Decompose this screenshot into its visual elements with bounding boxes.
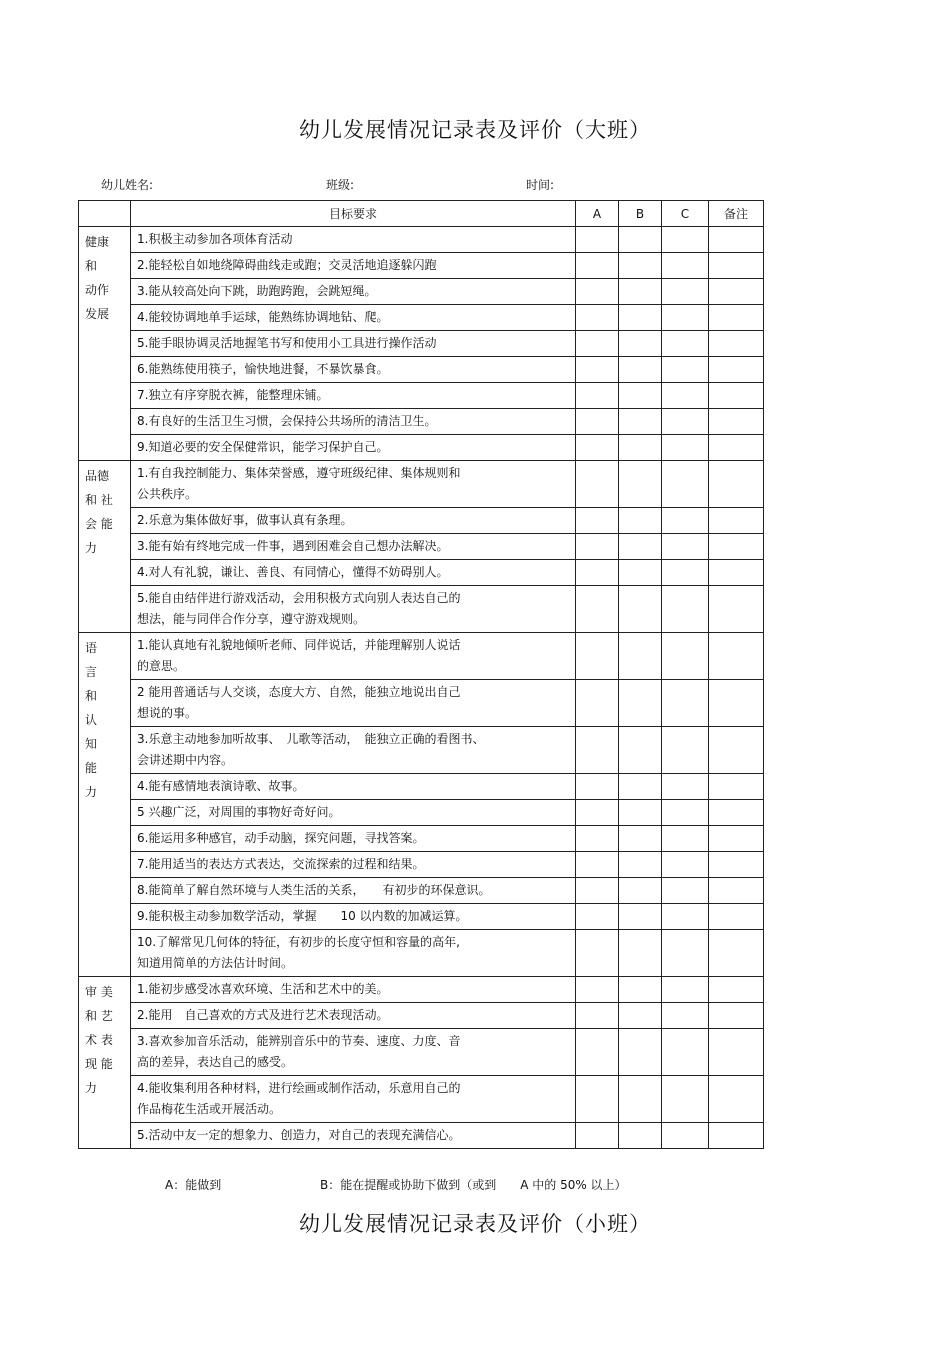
goal-item: 4.能收集利用各种材料，进行绘画或制作活动，乐意用自己的 作品梅花生活或开展活动。 xyxy=(131,1076,576,1123)
category-cell: 语 言 和 认 知 能 力 xyxy=(79,633,131,977)
grade-a-cell[interactable] xyxy=(576,305,619,331)
grade-a-cell[interactable] xyxy=(576,852,619,878)
note-cell[interactable] xyxy=(709,878,764,904)
time-label: 时间: xyxy=(526,178,555,192)
child-name-label: 幼儿姓名: xyxy=(101,178,154,192)
grade-b-cell[interactable] xyxy=(619,227,662,253)
goal-item: 5 兴趣广泛，对周围的事物好奇好问。 xyxy=(131,800,576,826)
table-body xyxy=(79,227,764,1149)
note-cell[interactable] xyxy=(709,227,764,253)
grade-b-cell[interactable] xyxy=(619,852,662,878)
grade-a-cell[interactable] xyxy=(576,279,619,305)
goal-item: 9.知道必要的安全保健常识，能学习保护自己。 xyxy=(131,435,576,461)
table-row xyxy=(79,774,764,800)
grade-c-cell[interactable] xyxy=(662,560,709,586)
grade-a-cell[interactable] xyxy=(576,680,619,727)
grade-c-cell[interactable] xyxy=(662,826,709,852)
note-cell[interactable] xyxy=(709,904,764,930)
grade-c-cell[interactable] xyxy=(662,508,709,534)
grade-b-cell[interactable] xyxy=(619,1029,662,1076)
goal-item: 2.能用 自己喜欢的方式及进行艺术表现活动。 xyxy=(131,1003,576,1029)
grade-b-cell[interactable] xyxy=(619,279,662,305)
table-row xyxy=(79,1123,764,1149)
grade-c-cell[interactable] xyxy=(662,930,709,977)
goal-item: 1.能初步感受冰喜欢环境、生活和艺术中的美。 xyxy=(131,977,576,1003)
note-cell[interactable] xyxy=(709,534,764,560)
header-c: C xyxy=(662,201,709,227)
table-row xyxy=(79,930,764,977)
header-b: B xyxy=(619,201,662,227)
note-cell[interactable] xyxy=(709,331,764,357)
grade-c-cell[interactable] xyxy=(662,727,709,774)
table-row xyxy=(79,508,764,534)
note-cell[interactable] xyxy=(709,279,764,305)
grade-b-cell[interactable] xyxy=(619,1003,662,1029)
grade-c-cell[interactable] xyxy=(662,1076,709,1123)
table-row xyxy=(79,586,764,633)
table-row xyxy=(79,633,764,680)
grade-a-cell[interactable] xyxy=(576,633,619,680)
grade-b-cell[interactable] xyxy=(619,774,662,800)
goal-item: 1.能认真地有礼貌地倾听老师、同伴说话，并能理解别人说话 的意思。 xyxy=(131,633,576,680)
grade-c-cell[interactable] xyxy=(662,227,709,253)
grade-c-cell[interactable] xyxy=(662,852,709,878)
grade-c-cell[interactable] xyxy=(662,1123,709,1149)
grade-c-cell[interactable] xyxy=(662,409,709,435)
table-row xyxy=(79,227,764,253)
grade-c-cell[interactable] xyxy=(662,680,709,727)
grade-a-cell[interactable] xyxy=(576,253,619,279)
goal-item: 4.能较协调地单手运球，能熟练协调地钻、爬。 xyxy=(131,305,576,331)
grade-b-cell[interactable] xyxy=(619,560,662,586)
grade-b-cell[interactable] xyxy=(619,930,662,977)
note-cell[interactable] xyxy=(709,680,764,727)
grade-b-cell[interactable] xyxy=(619,1123,662,1149)
grade-a-cell[interactable] xyxy=(576,560,619,586)
note-cell[interactable] xyxy=(709,586,764,633)
grade-b-cell[interactable] xyxy=(619,633,662,680)
table-row xyxy=(79,331,764,357)
note-cell[interactable] xyxy=(709,461,764,508)
grade-c-cell[interactable] xyxy=(662,800,709,826)
grade-c-cell[interactable] xyxy=(662,357,709,383)
grade-b-cell[interactable] xyxy=(619,800,662,826)
grade-b-cell[interactable] xyxy=(619,331,662,357)
grade-c-cell[interactable] xyxy=(662,279,709,305)
goal-item: 1.有自我控制能力、集体荣誉感，遵守班级纪律、集体规则和 公共秩序。 xyxy=(131,461,576,508)
note-cell[interactable] xyxy=(709,409,764,435)
grade-b-cell[interactable] xyxy=(619,680,662,727)
grade-a-cell[interactable] xyxy=(576,227,619,253)
grade-a-cell[interactable] xyxy=(576,534,619,560)
grade-c-cell[interactable] xyxy=(662,534,709,560)
table-row xyxy=(79,904,764,930)
grade-a-cell[interactable] xyxy=(576,383,619,409)
note-cell[interactable] xyxy=(709,1029,764,1076)
grade-b-cell[interactable] xyxy=(619,1076,662,1123)
grade-c-cell[interactable] xyxy=(662,1029,709,1076)
page-title: 幼儿发展情况记录表及评价（大班） xyxy=(299,118,651,142)
grade-c-cell[interactable] xyxy=(662,383,709,409)
table-row xyxy=(79,279,764,305)
category-cell: 健康 和 动作 发展 xyxy=(79,227,131,461)
note-cell[interactable] xyxy=(709,1076,764,1123)
goal-item: 7.能用适当的表达方式表达，交流探索的过程和结果。 xyxy=(131,852,576,878)
grade-b-cell[interactable] xyxy=(619,586,662,633)
grade-a-cell[interactable] xyxy=(576,977,619,1003)
grade-b-cell[interactable] xyxy=(619,409,662,435)
note-cell[interactable] xyxy=(709,800,764,826)
table-row xyxy=(79,357,764,383)
grade-b-cell[interactable] xyxy=(619,461,662,508)
grade-a-cell[interactable] xyxy=(576,878,619,904)
grade-a-cell[interactable] xyxy=(576,331,619,357)
goal-item: 8.有良好的生活卫生习惯，会保持公共场所的清洁卫生。 xyxy=(131,409,576,435)
table-row xyxy=(79,253,764,279)
grade-c-cell[interactable] xyxy=(662,461,709,508)
grade-a-cell[interactable] xyxy=(576,435,619,461)
table-row xyxy=(79,305,764,331)
evaluation-table xyxy=(78,200,764,1149)
header-goal: 目标要求 xyxy=(131,201,576,227)
grade-c-cell[interactable] xyxy=(662,331,709,357)
goal-item: 3.能从较高处向下跳，助跑跨跑，会跳短绳。 xyxy=(131,279,576,305)
header-note: 备注 xyxy=(709,201,764,227)
grade-a-cell[interactable] xyxy=(576,930,619,977)
note-cell[interactable] xyxy=(709,977,764,1003)
goal-item: 9.能积极主动参加数学活动，掌握 10 以内数的加减运算。 xyxy=(131,904,576,930)
grade-c-cell[interactable] xyxy=(662,633,709,680)
grade-a-cell[interactable] xyxy=(576,1123,619,1149)
next-page-title: 幼儿发展情况记录表及评价（小班） xyxy=(299,1212,651,1236)
table-row xyxy=(79,800,764,826)
table-row xyxy=(79,1003,764,1029)
note-cell[interactable] xyxy=(709,435,764,461)
table-row xyxy=(79,435,764,461)
note-cell[interactable] xyxy=(709,305,764,331)
table-row xyxy=(79,1076,764,1123)
goal-item: 4.能有感情地表演诗歌、故事。 xyxy=(131,774,576,800)
goal-item: 2.能轻松自如地绕障碍曲线走或跑；交灵活地追逐躲闪跑 xyxy=(131,253,576,279)
grade-c-cell[interactable] xyxy=(662,774,709,800)
category-cell: 品德 和 社 会 能 力 xyxy=(79,461,131,633)
note-cell[interactable] xyxy=(709,727,764,774)
table-row xyxy=(79,383,764,409)
grade-b-cell[interactable] xyxy=(619,727,662,774)
legend-b: B：能在提醒或协助下做到（或到 A 中的 50% 以上） xyxy=(320,1178,627,1192)
note-cell[interactable] xyxy=(709,774,764,800)
note-cell[interactable] xyxy=(709,852,764,878)
goal-item: 7.独立有序穿脱衣裤，能整理床铺。 xyxy=(131,383,576,409)
grade-c-cell[interactable] xyxy=(662,435,709,461)
grade-b-cell[interactable] xyxy=(619,904,662,930)
grade-a-cell[interactable] xyxy=(576,409,619,435)
grade-b-cell[interactable] xyxy=(619,357,662,383)
table-row xyxy=(79,534,764,560)
legend-a: A：能做到 xyxy=(165,1178,222,1192)
grade-a-cell[interactable] xyxy=(576,1076,619,1123)
note-cell[interactable] xyxy=(709,253,764,279)
grade-c-cell[interactable] xyxy=(662,305,709,331)
table-row xyxy=(79,977,764,1003)
table-header-row xyxy=(79,201,764,227)
grade-b-cell[interactable] xyxy=(619,826,662,852)
grade-b-cell[interactable] xyxy=(619,878,662,904)
goal-item: 5.活动中友一定的想象力、创造力，对自己的表现充满信心。 xyxy=(131,1123,576,1149)
goal-item: 6.能运用多种感官，动手动脑，探究问题，寻找答案。 xyxy=(131,826,576,852)
table-row xyxy=(79,878,764,904)
goal-item: 5.能自由结伴进行游戏活动，会用积极方式向别人表达自己的 想法，能与同伴合作分享，遵守游戏规则。 xyxy=(131,586,576,633)
goal-item: 3.能有始有终地完成一件事，遇到困难会自己想办法解决。 xyxy=(131,534,576,560)
note-cell[interactable] xyxy=(709,1123,764,1149)
goal-item: 4.对人有礼貌，谦让、善良、有同情心，懂得不妨碍别人。 xyxy=(131,560,576,586)
goal-item: 1.积极主动参加各项体育活动 xyxy=(131,227,576,253)
grade-a-cell[interactable] xyxy=(576,1003,619,1029)
note-cell[interactable] xyxy=(709,633,764,680)
note-cell[interactable] xyxy=(709,560,764,586)
grade-b-cell[interactable] xyxy=(619,534,662,560)
grade-a-cell[interactable] xyxy=(576,727,619,774)
table-row xyxy=(79,461,764,508)
table-row xyxy=(79,680,764,727)
grade-b-cell[interactable] xyxy=(619,508,662,534)
grade-b-cell[interactable] xyxy=(619,305,662,331)
grade-a-cell[interactable] xyxy=(576,357,619,383)
goal-item: 2.乐意为集体做好事，做事认真有条理。 xyxy=(131,508,576,534)
grade-b-cell[interactable] xyxy=(619,435,662,461)
grade-a-cell[interactable] xyxy=(576,508,619,534)
grade-c-cell[interactable] xyxy=(662,977,709,1003)
header-blank xyxy=(79,201,131,227)
note-cell[interactable] xyxy=(709,930,764,977)
header-a: A xyxy=(576,201,619,227)
goal-item: 6.能熟练使用筷子，愉快地进餐，不暴饮暴食。 xyxy=(131,357,576,383)
note-cell[interactable] xyxy=(709,826,764,852)
table-row xyxy=(79,852,764,878)
grade-c-cell[interactable] xyxy=(662,586,709,633)
note-cell[interactable] xyxy=(709,1003,764,1029)
grade-b-cell[interactable] xyxy=(619,977,662,1003)
grade-a-cell[interactable] xyxy=(576,826,619,852)
grade-c-cell[interactable] xyxy=(662,878,709,904)
note-cell[interactable] xyxy=(709,357,764,383)
note-cell[interactable] xyxy=(709,383,764,409)
goal-item: 10.了解常见几何体的特征，有初步的长度守恒和容量的高年, 知道用简单的方法估计时间。 xyxy=(131,930,576,977)
grade-c-cell[interactable] xyxy=(662,904,709,930)
category-cell: 审 美 和 艺 术 表 现 能 力 xyxy=(79,977,131,1149)
grade-b-cell[interactable] xyxy=(619,383,662,409)
grade-b-cell[interactable] xyxy=(619,253,662,279)
class-label: 班级: xyxy=(326,178,355,192)
grade-a-cell[interactable] xyxy=(576,461,619,508)
goal-item: 5.能手眼协调灵活地握笔书写和使用小工具进行操作活动 xyxy=(131,331,576,357)
grade-c-cell[interactable] xyxy=(662,253,709,279)
grade-a-cell[interactable] xyxy=(576,904,619,930)
table-row xyxy=(79,1029,764,1076)
grade-a-cell[interactable] xyxy=(576,800,619,826)
note-cell[interactable] xyxy=(709,508,764,534)
goal-item: 8.能简单了解自然环境与人类生活的关系， 有初步的环保意识。 xyxy=(131,878,576,904)
grade-a-cell[interactable] xyxy=(576,586,619,633)
goal-item: 3.喜欢参加音乐活动，能辨别音乐中的节奏、速度、力度、音 高的差异，表达自己的感受。 xyxy=(131,1029,576,1076)
grade-a-cell[interactable] xyxy=(576,1029,619,1076)
table-row xyxy=(79,826,764,852)
goal-item: 3.乐意主动地参加听故事、 儿歌等活动， 能独立正确的看图书、 会讲述期中内容。 xyxy=(131,727,576,774)
table-row xyxy=(79,727,764,774)
table-row xyxy=(79,560,764,586)
table-row xyxy=(79,409,764,435)
goal-item: 2 能用普通话与人交谈，态度大方、自然，能独立地说出自己 想说的事。 xyxy=(131,680,576,727)
grade-c-cell[interactable] xyxy=(662,1003,709,1029)
grade-a-cell[interactable] xyxy=(576,774,619,800)
